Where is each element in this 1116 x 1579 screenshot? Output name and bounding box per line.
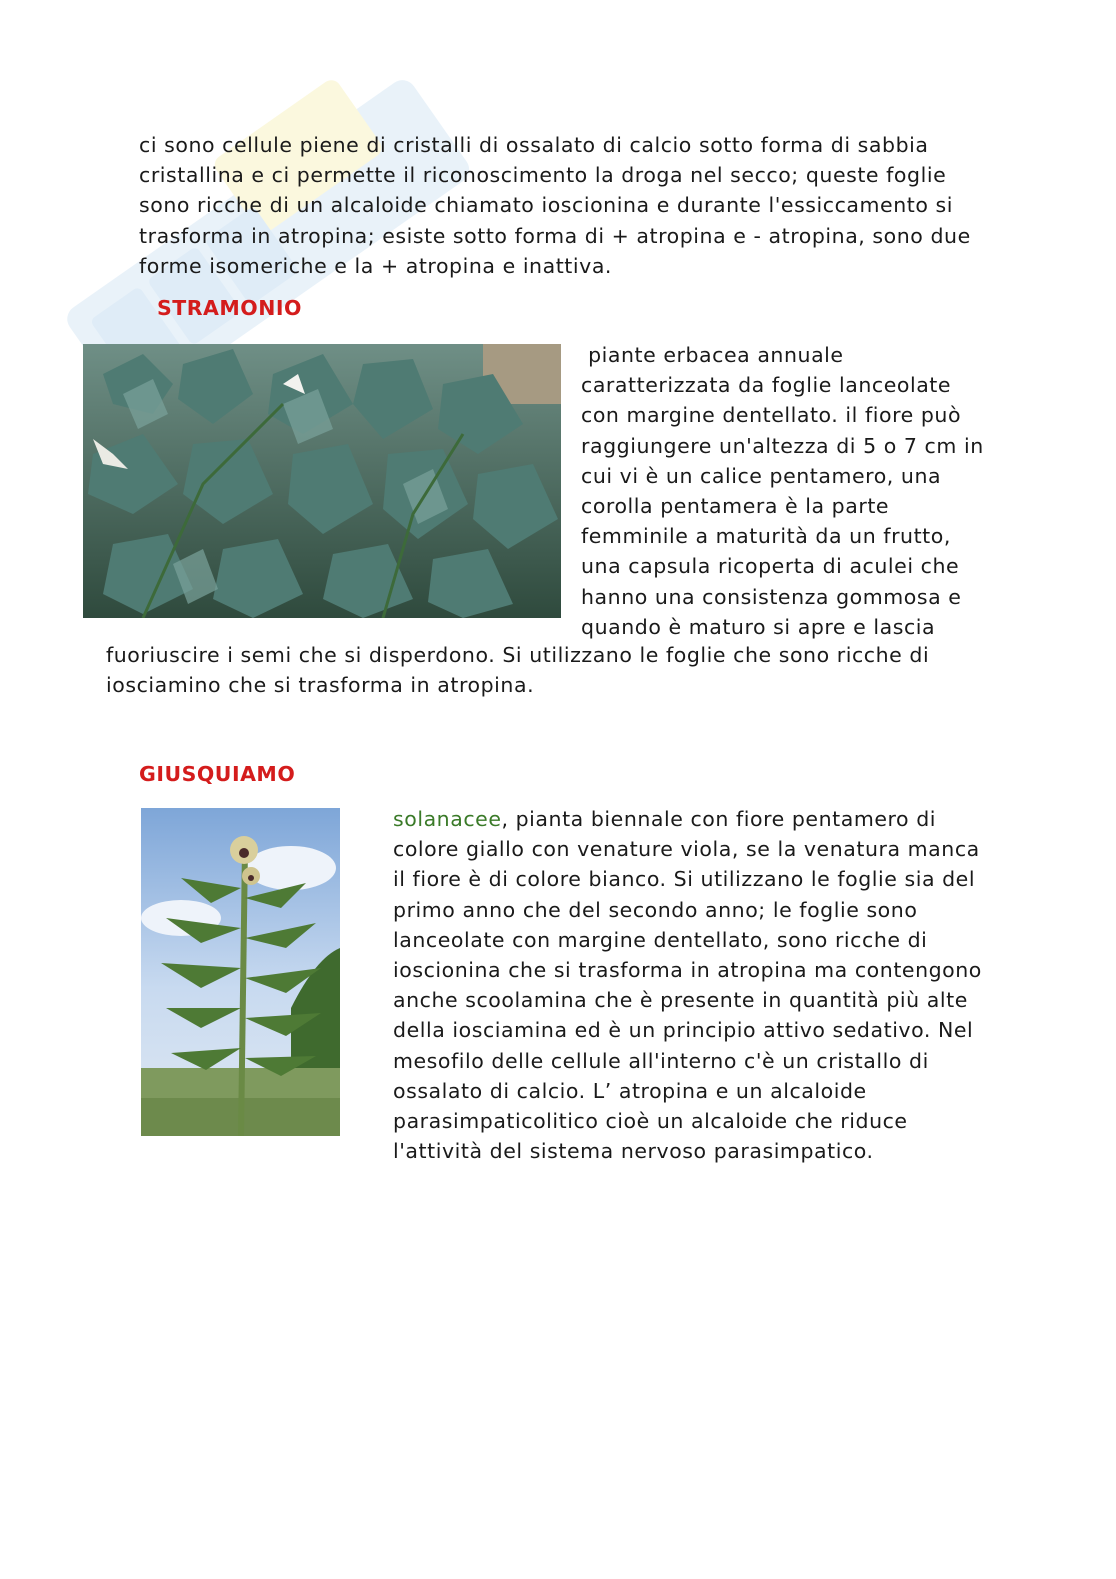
highlighted-term: solanacee [393, 807, 502, 831]
heading-giusquiamo: GIUSQUIAMO [139, 762, 296, 786]
stramonio-side-paragraph: piante erbacea annuale caratterizzata da foglie lanceolate con margine dentellato. il fiore può raggiungere un'altezza di 5 o 7 cm in cui vi è un calice pentamero, una corolla pentamera è la parte femminile a maturità da un frutto, una capsula ricoperta di aculei che hanno una consistenza gommosa e quando è maturo si apre e lascia [581, 343, 984, 639]
intro-paragraph: ci sono cellule piene di cristalli di ossalato di calcio sotto forma di sabbia cristallina e ci permette il riconoscimento la droga nel secco; queste foglie sono ricche di un alcaloide chiamato ioscionina e durante l'essiccamento si trasforma in atropina; esiste sotto forma di + atropina e - atropina, sono due forme isomeriche e la + atropina e inattiva. [139, 133, 971, 278]
stramonio-photo [83, 344, 561, 618]
giusquiamo-photo [141, 808, 340, 1136]
heading-stramonio: STRAMONIO [157, 296, 302, 320]
giusquiamo-paragraph: solanacee, pianta biennale con fiore pentamero di colore giallo con venature viola, se la venatura manca il fiore è di colore bianco. Si utilizzano le foglie sia del primo anno che del secondo anno; le foglie sono lanceolate con margine dentellato, sono ricche di ioscionina che si trasforma in atropina ma contengono anche scoolamina che è presente in quantità più alte della iosciamina ed è un principio attivo sedativo. Nel mesofilo delle cellule all'interno c'è un cristallo di ossalato di calcio. L’ atropina e un alcaloide parasimpaticolitico cioè un alcaloide che riduce l'attività del sistema nervoso parasimpatico. [393, 807, 982, 1164]
stramonio-wrap-paragraph: fuoriuscire i semi che si disperdono. Si utilizzano le foglie che sono ricche di iosciamino che si trasforma in atropina. [106, 643, 930, 698]
